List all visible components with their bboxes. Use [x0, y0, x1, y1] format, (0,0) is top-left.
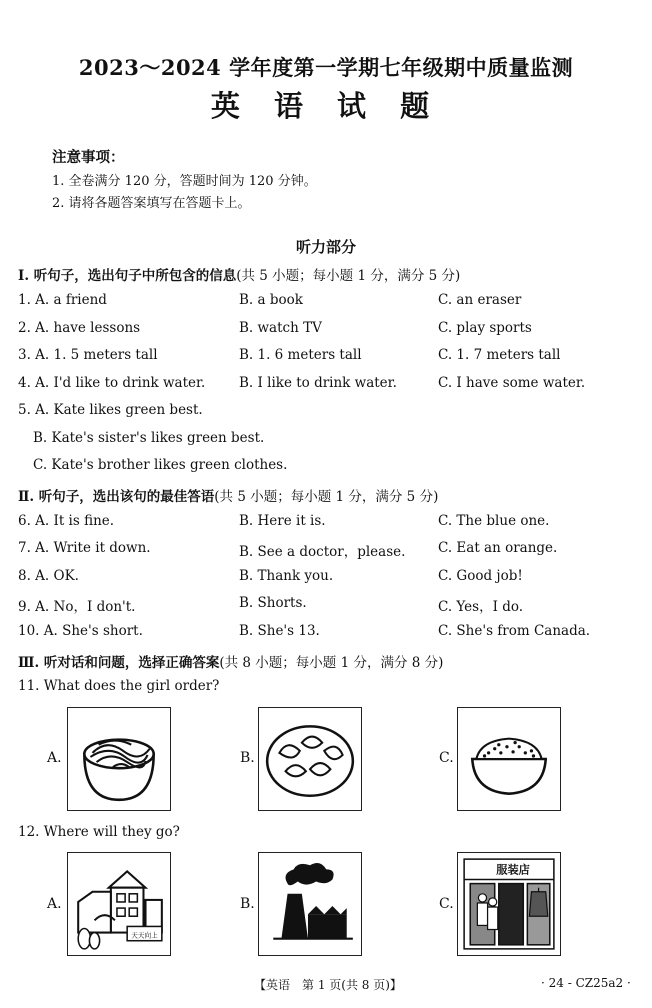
q5-option-b: B. Kate's sister's likes green best. [33, 430, 265, 446]
part1-heading-text: Ⅰ. 听句子，选出句子中所包含的信息 [18, 268, 237, 284]
factory-icon [259, 853, 361, 955]
question-12: 12. Where will they go? [18, 824, 180, 840]
notice-heading: 注意事项： [52, 149, 125, 166]
q11-picture-dumplings [258, 707, 362, 811]
question-row-6 [0, 513, 652, 533]
q3-option-a: 3. A. 1. 5 meters tall [18, 347, 158, 363]
q6-option-c: C. The blue one. [438, 513, 550, 529]
part2-heading-text: Ⅱ. 听句子，选出该句的最佳答语 [18, 489, 215, 505]
question-row-7 [0, 540, 652, 560]
q12-label-c: C. [439, 896, 454, 912]
question-row-4 [0, 375, 652, 395]
q9-option-c: C. Yes，I do. [438, 599, 524, 615]
q9-option-b: B. Shorts. [239, 595, 307, 611]
q2-option-b: B. watch TV [239, 320, 322, 336]
part1-heading [18, 264, 460, 284]
q11-picture-noodles [67, 707, 171, 811]
footer-page-info: 【英语 第 1 页(共 8 页)】 [254, 978, 402, 992]
part2-note: (共 5 小题；每小题 1 分，满分 5 分) [214, 489, 439, 505]
shop-sign-text: 服装店 [496, 863, 530, 877]
q8-option-a: 8. A. OK. [18, 568, 79, 584]
q4-option-b: B. I like to drink water. [239, 375, 397, 391]
q9-option-a: 9. A. No，I don't. [18, 599, 136, 615]
exam-subject: 英 语 试 题 [210, 89, 442, 123]
q3-option-c: C. 1. 7 meters tall [438, 347, 561, 363]
question-row-10 [0, 623, 652, 643]
question-11: 11. What does the girl order? [18, 678, 220, 694]
q8-option-c: C. Good job! [438, 568, 523, 584]
notice-item-2: 2. 请将各题答案填写在答题卡上。 [52, 196, 251, 211]
section-title: 听力部分 [295, 238, 356, 256]
footer-code: · 24 - CZ25a2 · [541, 976, 631, 990]
q12-label-b: B. [240, 896, 255, 912]
q11-label-b: B. [240, 750, 255, 766]
q1-option-a: 1. A. a friend [18, 292, 107, 308]
q1-option-b: B. a book [239, 292, 303, 308]
q10-option-a: 10. A. She's short. [18, 623, 143, 639]
question-row-8 [0, 568, 652, 588]
q1-option-c: C. an eraser [438, 292, 522, 308]
q7-option-b: B. See a doctor，please. [239, 544, 406, 560]
house-sign-text: 天天向上 [131, 931, 158, 940]
q2-option-a: 2. A. have lessons [18, 320, 141, 336]
part2-heading [18, 485, 438, 505]
question-row-9 [0, 595, 652, 615]
exam-title: 2023～2024 学年度第一学期七年级期中质量监测 [78, 55, 574, 80]
part1-note: (共 5 小题；每小题 1 分，满分 5 分) [236, 268, 461, 284]
question-row-2 [0, 320, 652, 340]
q2-option-c: C. play sports [438, 320, 532, 336]
q3-option-b: B. 1. 6 meters tall [239, 347, 362, 363]
q5-option-c: C. Kate's brother likes green clothes. [33, 457, 288, 473]
question-row-3 [0, 347, 652, 367]
dumplings-plate-icon [259, 708, 361, 810]
notice-item-1: 1. 全卷满分 120 分，答题时间为 120 分钟。 [52, 174, 317, 189]
q6-option-a: 6. A. It is fine. [18, 513, 115, 529]
q12-label-a: A. [47, 896, 62, 912]
q7-option-c: C. Eat an orange. [438, 540, 558, 556]
q5-option-a: 5. A. Kate likes green best. [18, 402, 203, 418]
part3-heading-text: Ⅲ. 听对话和问题，选择正确答案 [18, 655, 220, 671]
q4-option-c: C. I have some water. [438, 375, 586, 391]
q12-picture-house [67, 852, 171, 956]
q11-label-a: A. [47, 750, 62, 766]
q7-option-a: 7. A. Write it down. [18, 540, 151, 556]
q6-option-b: B. Here it is. [239, 513, 326, 529]
rice-bowl-icon [458, 708, 560, 810]
q12-picture-clothes-shop [457, 852, 561, 956]
noodles-bowl-icon [68, 708, 170, 810]
house-icon [68, 853, 170, 955]
q10-option-b: B. She's 13. [239, 623, 320, 639]
q8-option-b: B. Thank you. [239, 568, 334, 584]
q4-option-a: 4. A. I'd like to drink water. [18, 375, 206, 391]
q10-option-c: C. She's from Canada. [438, 623, 591, 639]
q11-label-c: C. [439, 750, 454, 766]
part3-note: (共 8 小题；每小题 1 分，满分 8 分) [219, 655, 444, 671]
q11-picture-rice [457, 707, 561, 811]
question-row-1 [0, 292, 652, 312]
q12-picture-factory [258, 852, 362, 956]
part3-heading [18, 651, 443, 671]
clothes-shop-icon [458, 853, 560, 955]
